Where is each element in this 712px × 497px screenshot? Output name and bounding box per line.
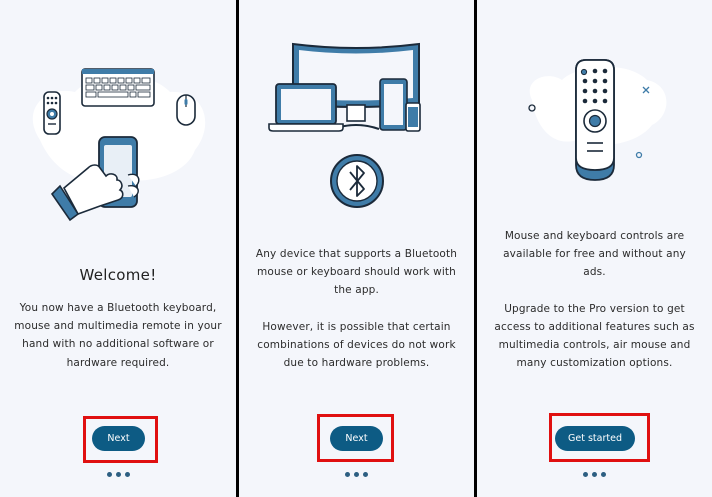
description-paragraph: You now have a Bluetooth keyboard, mouse and multimedia remote in your hand with no additional software or hardware required. <box>14 302 222 369</box>
description-paragraph: Mouse and keyboard controls are available for free and without any ads. <box>503 230 686 279</box>
onboarding-page-welcome <box>0 0 236 497</box>
highlight-box <box>317 414 394 462</box>
welcome-illustration <box>0 0 236 230</box>
description-paragraph: Any device that supports a Bluetooth mouse or keyboard should work with the app. <box>255 248 458 297</box>
page-title: Welcome! <box>79 266 157 284</box>
page-dot <box>116 472 121 477</box>
bluetooth-icon <box>331 155 383 207</box>
page-description <box>14 299 222 372</box>
laptop-icon <box>269 84 343 131</box>
description-paragraph: However, it is possible that certain combinations of devices do not work due to hardware problems. <box>257 320 456 370</box>
page-indicator <box>239 472 474 477</box>
remote-icon <box>44 92 60 134</box>
page-dot <box>583 472 588 477</box>
page-dot <box>592 472 597 477</box>
onboarding-page-pro <box>477 0 712 497</box>
next-button[interactable]: Next <box>92 426 145 451</box>
page-dot <box>601 472 606 477</box>
description-paragraph: Upgrade to the Pro version to get access to additional features such as multimedia controls, air mouse and many customization options. <box>494 302 695 370</box>
page-description <box>253 245 460 372</box>
page-dot <box>363 472 368 477</box>
devices-illustration <box>239 0 474 230</box>
highlight-box <box>549 413 650 462</box>
phone-icon <box>406 103 420 131</box>
get-started-button[interactable]: Get started <box>555 426 635 451</box>
page-indicator <box>0 472 236 477</box>
page-dot <box>354 472 359 477</box>
next-button[interactable]: Next <box>330 426 383 451</box>
page-description <box>491 227 698 373</box>
highlight-box <box>83 416 158 463</box>
remote-illustration <box>477 0 712 230</box>
page-dot <box>125 472 130 477</box>
page-dot <box>107 472 112 477</box>
mouse-icon <box>177 95 195 125</box>
onboarding-page-compatibility <box>239 0 474 497</box>
keyboard-icon <box>82 69 154 106</box>
tablet-icon <box>380 79 407 130</box>
page-indicator <box>477 472 712 477</box>
page-dot <box>345 472 350 477</box>
remote-control-icon <box>576 60 614 180</box>
